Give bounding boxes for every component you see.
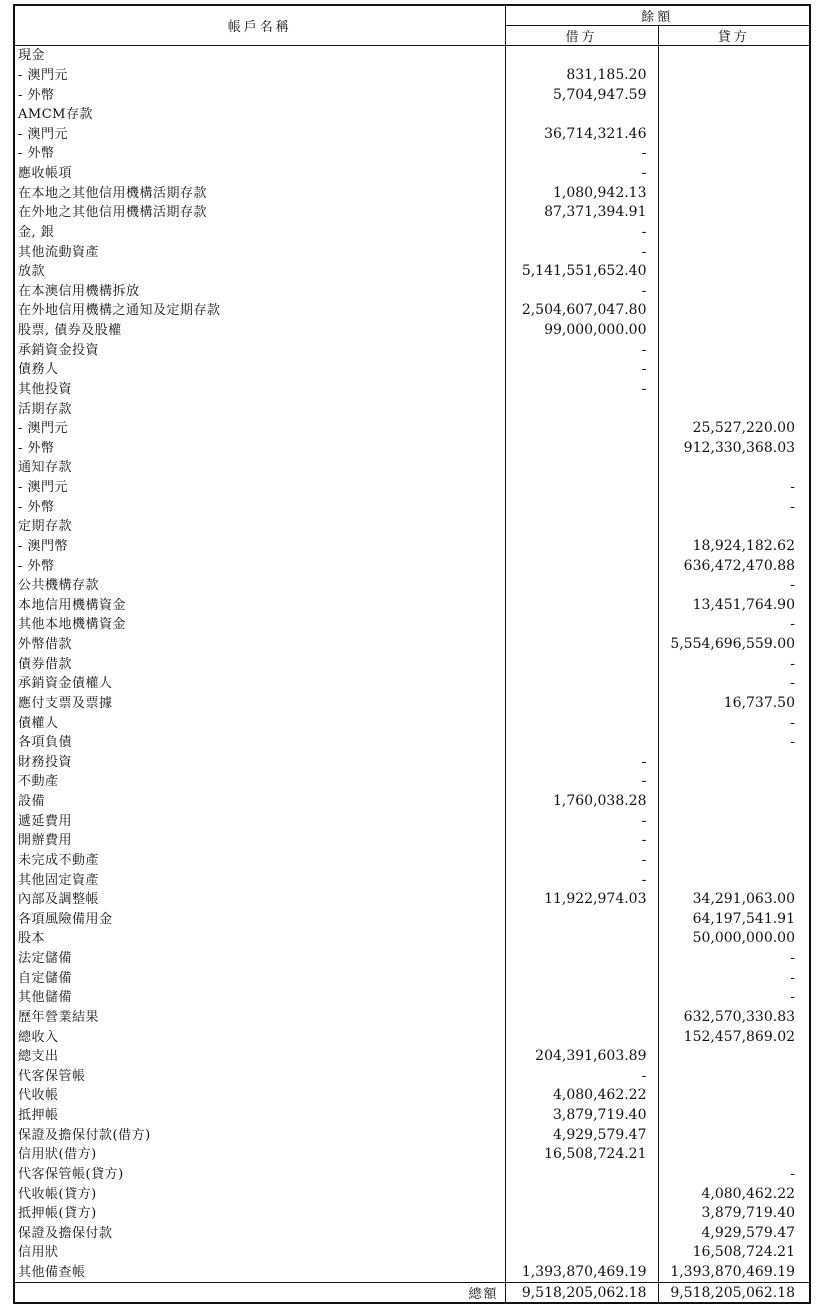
account-name-cell: 定期存款 xyxy=(14,517,505,537)
debit-cell xyxy=(505,988,658,1008)
table-row xyxy=(14,713,810,733)
credit-cell xyxy=(658,1106,810,1126)
account-name-cell: - 外幣 xyxy=(14,497,505,517)
credit-cell xyxy=(658,517,810,537)
account-name-cell: 保證及擔保付款 xyxy=(14,1224,505,1244)
debit-cell: - xyxy=(505,360,658,380)
credit-cell: - xyxy=(790,675,796,692)
table-row xyxy=(14,772,810,792)
debit-cell xyxy=(505,439,658,459)
debit-cell xyxy=(505,556,658,576)
account-name-cell: 信用狀 xyxy=(14,1243,505,1263)
credit-cell xyxy=(658,772,810,792)
debit-cell: 1,393,870,469.19 xyxy=(505,1263,658,1283)
debit-cell: 4,080,462.22 xyxy=(505,1086,658,1106)
account-name-cell: 代收帳 xyxy=(14,1086,505,1106)
account-name-cell: 其他投資 xyxy=(14,380,505,400)
total-row xyxy=(14,1283,810,1304)
credit-cell xyxy=(658,1145,810,1165)
credit-cell: 632,570,330.83 xyxy=(683,1008,796,1025)
table-row xyxy=(14,478,810,498)
table-row xyxy=(14,1263,810,1283)
account-name-cell: 代客保管帳 xyxy=(14,1067,505,1087)
debit-cell: - xyxy=(505,242,658,262)
account-name-cell: - 外幣 xyxy=(14,144,505,164)
credit-cell xyxy=(658,1047,810,1067)
account-name-cell: 開辦費用 xyxy=(14,831,505,851)
debit-cell xyxy=(505,1243,658,1263)
debit-cell: - xyxy=(505,851,658,871)
account-name-cell: 其他本地機構資金 xyxy=(14,615,505,635)
table-row xyxy=(14,223,810,243)
credit-cell xyxy=(658,282,810,302)
table-row xyxy=(14,282,810,302)
account-name-cell: - 澳門元 xyxy=(14,125,505,145)
credit-cell: 4,929,579.47 xyxy=(701,1224,796,1241)
table-row xyxy=(14,497,810,517)
account-name-header: 帳戶名稱 xyxy=(14,5,505,46)
credit-cell: 5,554,696,559.00 xyxy=(670,636,796,653)
table-row xyxy=(14,399,810,419)
debit-cell xyxy=(505,46,658,66)
debit-cell: 11,922,974.03 xyxy=(505,890,658,910)
debit-cell: - xyxy=(505,340,658,360)
table-header xyxy=(14,5,810,46)
account-name-cell: 放款 xyxy=(14,262,505,282)
account-name-cell: 其他固定資產 xyxy=(14,870,505,890)
debit-cell: 36,714,321.46 xyxy=(505,125,658,145)
credit-cell xyxy=(658,321,810,341)
total-credit: 9,518,205,062.18 xyxy=(658,1283,810,1304)
debit-cell xyxy=(505,654,658,674)
table-row xyxy=(14,321,810,341)
account-name-cell: 保證及擔保付款(借方) xyxy=(14,1125,505,1145)
debit-cell xyxy=(505,478,658,498)
table-row xyxy=(14,360,810,380)
account-name-cell: 遞延費用 xyxy=(14,811,505,831)
account-name-cell: 各項風險備用金 xyxy=(14,910,505,930)
account-name-cell: 不動產 xyxy=(14,772,505,792)
credit-cell: - xyxy=(790,714,796,731)
debit-cell xyxy=(505,694,658,714)
credit-cell xyxy=(658,851,810,871)
table-row xyxy=(14,105,810,125)
table-row xyxy=(14,831,810,851)
credit-cell xyxy=(658,1125,810,1145)
credit-cell: 912,330,368.03 xyxy=(683,439,796,456)
table-row xyxy=(14,576,810,596)
debit-cell xyxy=(505,1184,658,1204)
account-name-cell: - 外幣 xyxy=(14,439,505,459)
credit-cell xyxy=(658,164,810,184)
table-row xyxy=(14,654,810,674)
table-row xyxy=(14,694,810,714)
debit-cell: 1,080,942.13 xyxy=(505,183,658,203)
account-name-cell: 總支出 xyxy=(14,1047,505,1067)
table-row xyxy=(14,556,810,576)
account-name-cell: AMCM存款 xyxy=(14,105,505,125)
table-row xyxy=(14,164,810,184)
credit-cell: 4,080,462.22 xyxy=(701,1185,796,1202)
table-row xyxy=(14,674,810,694)
credit-cell: 34,291,063.00 xyxy=(692,891,796,908)
table-body xyxy=(14,46,810,1283)
account-name-cell: 金, 銀 xyxy=(14,223,505,243)
debit-cell xyxy=(505,635,658,655)
account-name-cell: 抵押帳 xyxy=(14,1106,505,1126)
account-name-cell: - 澳門元 xyxy=(14,478,505,498)
debit-cell xyxy=(505,615,658,635)
debit-cell xyxy=(505,1224,658,1244)
credit-cell xyxy=(658,125,810,145)
account-name-cell: 其他儲備 xyxy=(14,988,505,1008)
credit-header: 貸方 xyxy=(658,26,810,46)
debit-cell: - xyxy=(505,282,658,302)
table-row xyxy=(14,1125,810,1145)
table-row xyxy=(14,635,810,655)
credit-cell: - xyxy=(790,577,796,594)
debit-cell: - xyxy=(505,772,658,792)
credit-cell xyxy=(658,870,810,890)
table-row xyxy=(14,1224,810,1244)
table-row xyxy=(14,301,810,321)
credit-cell xyxy=(658,183,810,203)
table-row xyxy=(14,615,810,635)
debit-cell xyxy=(505,1204,658,1224)
table-row xyxy=(14,46,810,66)
debit-cell xyxy=(505,949,658,969)
account-name-cell: 股票, 債券及股權 xyxy=(14,321,505,341)
account-name-cell: 其他備查帳 xyxy=(14,1263,505,1283)
credit-cell: 64,197,541.91 xyxy=(692,910,796,927)
table-row xyxy=(14,66,810,86)
table-row xyxy=(14,1047,810,1067)
credit-cell xyxy=(658,66,810,86)
table-row xyxy=(14,1184,810,1204)
debit-cell: - xyxy=(505,223,658,243)
table-row xyxy=(14,890,810,910)
account-name-cell: 在外地之其他信用機構活期存款 xyxy=(14,203,505,223)
credit-cell: - xyxy=(790,655,796,672)
credit-cell xyxy=(658,792,810,812)
debit-cell xyxy=(505,419,658,439)
credit-cell xyxy=(658,380,810,400)
table-row xyxy=(14,1067,810,1087)
table-row xyxy=(14,1008,810,1028)
table-row xyxy=(14,753,810,773)
credit-cell: - xyxy=(790,616,796,633)
debit-cell xyxy=(505,596,658,616)
table-row xyxy=(14,85,810,105)
credit-cell xyxy=(658,262,810,282)
credit-cell: 636,472,470.88 xyxy=(683,557,796,574)
debit-cell xyxy=(505,1008,658,1028)
table-row xyxy=(14,811,810,831)
credit-cell: 13,451,764.90 xyxy=(692,596,796,613)
table-row xyxy=(14,929,810,949)
account-name-cell: 公共機構存款 xyxy=(14,576,505,596)
account-name-cell: 股本 xyxy=(14,929,505,949)
account-name-cell: 債權人 xyxy=(14,713,505,733)
account-name-cell: 在本地之其他信用機構活期存款 xyxy=(14,183,505,203)
debit-cell xyxy=(505,929,658,949)
table-row xyxy=(14,144,810,164)
table-row xyxy=(14,419,810,439)
account-name-cell: 各項負債 xyxy=(14,733,505,753)
debit-cell: 2,504,607,047.80 xyxy=(505,301,658,321)
table-row xyxy=(14,596,810,616)
credit-cell xyxy=(658,1086,810,1106)
credit-cell xyxy=(658,458,810,478)
debit-cell: 4,929,579.47 xyxy=(505,1125,658,1145)
account-name-cell: 歷年營業結果 xyxy=(14,1008,505,1028)
account-name-cell: 設備 xyxy=(14,792,505,812)
balance-header: 餘額 xyxy=(505,5,810,26)
table-row xyxy=(14,851,810,871)
table-row xyxy=(14,242,810,262)
credit-cell: 25,527,220.00 xyxy=(692,420,796,437)
credit-cell xyxy=(658,223,810,243)
credit-cell: 16,508,724.21 xyxy=(692,1244,796,1261)
credit-cell: - xyxy=(790,1165,796,1182)
account-name-cell: - 澳門元 xyxy=(14,419,505,439)
credit-cell: - xyxy=(790,734,796,751)
table-row xyxy=(14,949,810,969)
table-row xyxy=(14,439,810,459)
debit-cell xyxy=(505,399,658,419)
account-name-cell: 應付支票及票據 xyxy=(14,694,505,714)
credit-cell xyxy=(658,144,810,164)
account-name-cell: 代收帳(貸方) xyxy=(14,1184,505,1204)
credit-cell xyxy=(658,85,810,105)
credit-cell: - xyxy=(790,950,796,967)
debit-cell: 3,879,719.40 xyxy=(505,1106,658,1126)
account-name-cell: - 外幣 xyxy=(14,556,505,576)
credit-cell: 16,737.50 xyxy=(723,694,796,711)
credit-cell xyxy=(658,203,810,223)
credit-cell xyxy=(658,831,810,851)
debit-header: 借方 xyxy=(505,26,658,46)
account-name-cell: 承銷資金債權人 xyxy=(14,674,505,694)
debit-cell: 831,185.20 xyxy=(505,66,658,86)
account-name-cell: 未完成不動產 xyxy=(14,851,505,871)
account-name-cell: 法定儲備 xyxy=(14,949,505,969)
debit-cell xyxy=(505,713,658,733)
debit-cell: - xyxy=(505,870,658,890)
table-row xyxy=(14,968,810,988)
account-name-cell: 財務投資 xyxy=(14,753,505,773)
account-name-cell: 信用狀(借方) xyxy=(14,1145,505,1165)
credit-cell xyxy=(658,46,810,66)
table-row xyxy=(14,1165,810,1185)
account-name-cell: - 澳門幣 xyxy=(14,537,505,557)
credit-cell: - xyxy=(790,498,796,515)
debit-cell: 16,508,724.21 xyxy=(505,1145,658,1165)
credit-cell: 50,000,000.00 xyxy=(692,930,796,947)
account-name-cell: 現金 xyxy=(14,46,505,66)
debit-cell: 204,391,603.89 xyxy=(505,1047,658,1067)
table-row xyxy=(14,1027,810,1047)
table-row xyxy=(14,262,810,282)
account-name-cell: 債務人 xyxy=(14,360,505,380)
table-row xyxy=(14,910,810,930)
debit-cell: 5,704,947.59 xyxy=(505,85,658,105)
table-row xyxy=(14,125,810,145)
account-name-cell: 代客保管帳(貸方) xyxy=(14,1165,505,1185)
account-name-cell: 承銷資金投資 xyxy=(14,340,505,360)
table-row xyxy=(14,183,810,203)
table-row xyxy=(14,1243,810,1263)
table-row xyxy=(14,733,810,753)
account-name-cell: 抵押帳(貸方) xyxy=(14,1204,505,1224)
credit-cell xyxy=(658,340,810,360)
credit-cell: 1,393,870,469.19 xyxy=(670,1264,796,1281)
debit-cell xyxy=(505,1165,658,1185)
total-label: 總額 xyxy=(14,1283,505,1304)
account-name-cell: 在外地信用機構之通知及定期存款 xyxy=(14,301,505,321)
account-name-cell: 在本澳信用機構拆放 xyxy=(14,282,505,302)
total-debit: 9,518,205,062.18 xyxy=(505,1283,658,1304)
account-name-cell: 債券借款 xyxy=(14,654,505,674)
account-name-cell: - 外幣 xyxy=(14,85,505,105)
debit-cell: 99,000,000.00 xyxy=(505,321,658,341)
debit-cell xyxy=(505,1027,658,1047)
debit-cell: - xyxy=(505,164,658,184)
table-row xyxy=(14,380,810,400)
table-row xyxy=(14,1204,810,1224)
credit-cell xyxy=(658,1067,810,1087)
account-name-cell: 外幣借款 xyxy=(14,635,505,655)
debit-cell: 1,760,038.28 xyxy=(505,792,658,812)
debit-cell: - xyxy=(505,753,658,773)
table-row xyxy=(14,1145,810,1165)
credit-cell xyxy=(658,399,810,419)
account-name-cell: 應收帳項 xyxy=(14,164,505,184)
credit-cell: - xyxy=(790,969,796,986)
debit-cell: - xyxy=(505,811,658,831)
debit-cell xyxy=(505,674,658,694)
credit-cell: - xyxy=(790,479,796,496)
table-row xyxy=(14,517,810,537)
debit-cell xyxy=(505,910,658,930)
credit-cell: 18,924,182.62 xyxy=(692,537,796,554)
debit-cell xyxy=(505,537,658,557)
credit-cell xyxy=(658,811,810,831)
debit-cell xyxy=(505,968,658,988)
debit-cell xyxy=(505,517,658,537)
debit-cell xyxy=(505,458,658,478)
credit-cell xyxy=(658,105,810,125)
table-row xyxy=(14,203,810,223)
table-row xyxy=(14,458,810,478)
debit-cell: - xyxy=(505,1067,658,1087)
account-name-cell: - 澳門元 xyxy=(14,66,505,86)
account-name-cell: 自定儲備 xyxy=(14,968,505,988)
credit-cell: 152,457,869.02 xyxy=(683,1028,796,1045)
credit-cell: - xyxy=(790,989,796,1006)
table-row xyxy=(14,340,810,360)
table-row xyxy=(14,870,810,890)
debit-cell: - xyxy=(505,144,658,164)
table-row xyxy=(14,537,810,557)
debit-cell xyxy=(505,105,658,125)
account-name-cell: 內部及調整帳 xyxy=(14,890,505,910)
account-name-cell: 通知存款 xyxy=(14,458,505,478)
debit-cell xyxy=(505,576,658,596)
credit-cell xyxy=(658,242,810,262)
credit-cell xyxy=(658,301,810,321)
credit-cell xyxy=(658,753,810,773)
table-row xyxy=(14,1086,810,1106)
credit-cell xyxy=(658,360,810,380)
credit-cell: 3,879,719.40 xyxy=(701,1205,796,1222)
debit-cell: 87,371,394.91 xyxy=(505,203,658,223)
account-name-cell: 本地信用機構資金 xyxy=(14,596,505,616)
debit-cell xyxy=(505,497,658,517)
account-name-cell: 其他流動資產 xyxy=(14,242,505,262)
table-row xyxy=(14,988,810,1008)
debit-cell xyxy=(505,733,658,753)
trial-balance-table xyxy=(13,4,811,1304)
table-row xyxy=(14,1106,810,1126)
debit-cell: 5,141,551,652.40 xyxy=(505,262,658,282)
account-name-cell: 總收入 xyxy=(14,1027,505,1047)
account-name-cell: 活期存款 xyxy=(14,399,505,419)
table-row xyxy=(14,792,810,812)
debit-cell: - xyxy=(505,831,658,851)
debit-cell: - xyxy=(505,380,658,400)
